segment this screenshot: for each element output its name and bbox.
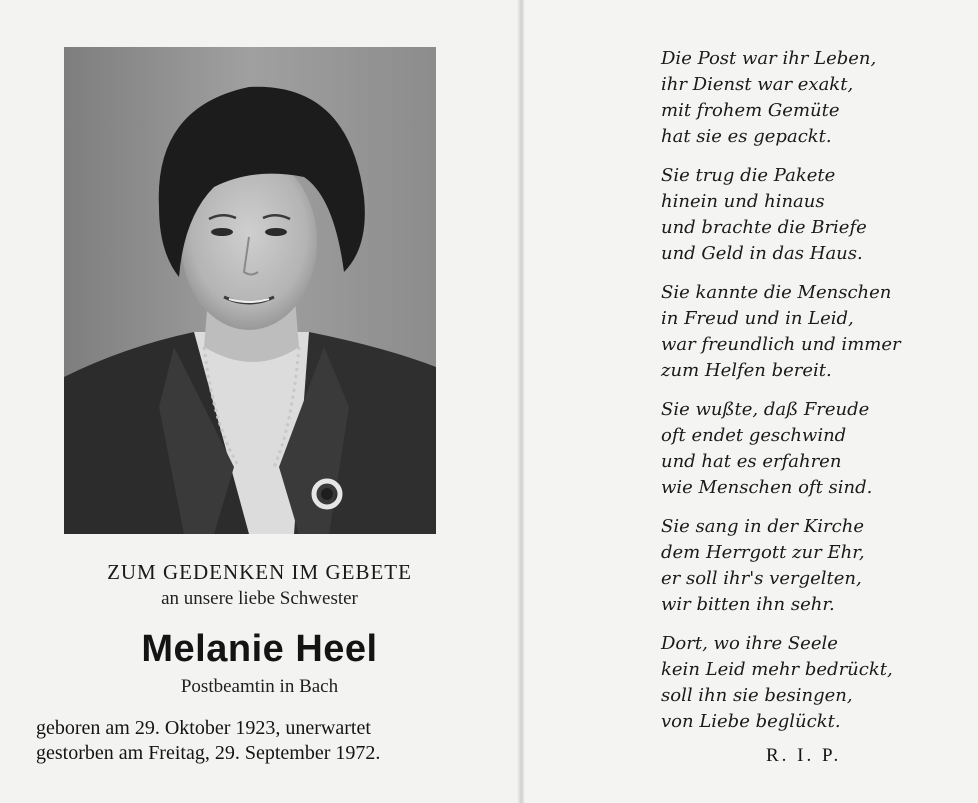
poem-line: und hat es erfahren bbox=[661, 451, 842, 472]
poem-stanza bbox=[661, 280, 901, 384]
poem-line: Dort, wo ihre Seele bbox=[661, 633, 838, 654]
poem-stanza bbox=[661, 397, 901, 501]
poem-line: soll ihn sie besingen, bbox=[661, 685, 853, 706]
life-dates bbox=[36, 716, 380, 766]
poem-line: mit frohem Gemüte bbox=[661, 100, 840, 121]
poem-line: wie Menschen oft sind. bbox=[661, 477, 873, 498]
poem-line: und Geld in das Haus. bbox=[661, 243, 863, 264]
rip-closing: R. I. P. bbox=[766, 745, 842, 766]
poem-stanza bbox=[661, 163, 901, 267]
poem-line: oft endet geschwind bbox=[661, 425, 847, 446]
poem-line: von Liebe beglückt. bbox=[661, 711, 841, 732]
birth-date-line: geboren am 29. Oktober 1923, unerwartet bbox=[36, 717, 371, 739]
memorial-heading: ZUM GEDENKEN IM GEBETE bbox=[107, 560, 412, 584]
poem-line: dem Herrgott zur Ehr, bbox=[661, 542, 865, 563]
poem-line: hinein und hinaus bbox=[661, 191, 825, 212]
poem-line: Sie trug die Pakete bbox=[661, 165, 836, 186]
poem-line: ihr Dienst war exakt, bbox=[661, 74, 854, 95]
poem-line: Die Post war ihr Leben, bbox=[661, 48, 877, 69]
death-date-line: gestorben am Freitag, 29. September 1972. bbox=[36, 742, 381, 764]
poem-line: hat sie es gepackt. bbox=[661, 126, 832, 147]
poem-line: Sie kannte die Menschen bbox=[661, 282, 892, 303]
portrait-photo bbox=[64, 47, 436, 534]
poem-line: Sie wußte, daß Freude bbox=[661, 399, 870, 420]
poem-stanza bbox=[661, 631, 901, 735]
poem-stanza bbox=[661, 46, 901, 150]
memorial-poem bbox=[661, 46, 901, 748]
memorial-subheading: an unsere liebe Schwester bbox=[161, 588, 358, 609]
poem-line: wir bitten ihn sehr. bbox=[661, 594, 835, 615]
occupation: Postbeamtin in Bach bbox=[180, 676, 339, 697]
poem-line: war freundlich und immer bbox=[661, 334, 901, 355]
poem-stanza bbox=[661, 514, 901, 618]
poem-line: in Freud und in Leid, bbox=[661, 308, 854, 329]
poem-line: kein Leid mehr bedrückt, bbox=[661, 659, 893, 680]
poem-line: zum Helfen bereit. bbox=[661, 360, 832, 381]
poem-line: Sie sang in der Kirche bbox=[661, 516, 864, 537]
deceased-name: Melanie Heel bbox=[141, 628, 378, 670]
poem-line: er soll ihr's vergelten, bbox=[661, 568, 862, 589]
poem-line: und brachte die Briefe bbox=[661, 217, 867, 238]
